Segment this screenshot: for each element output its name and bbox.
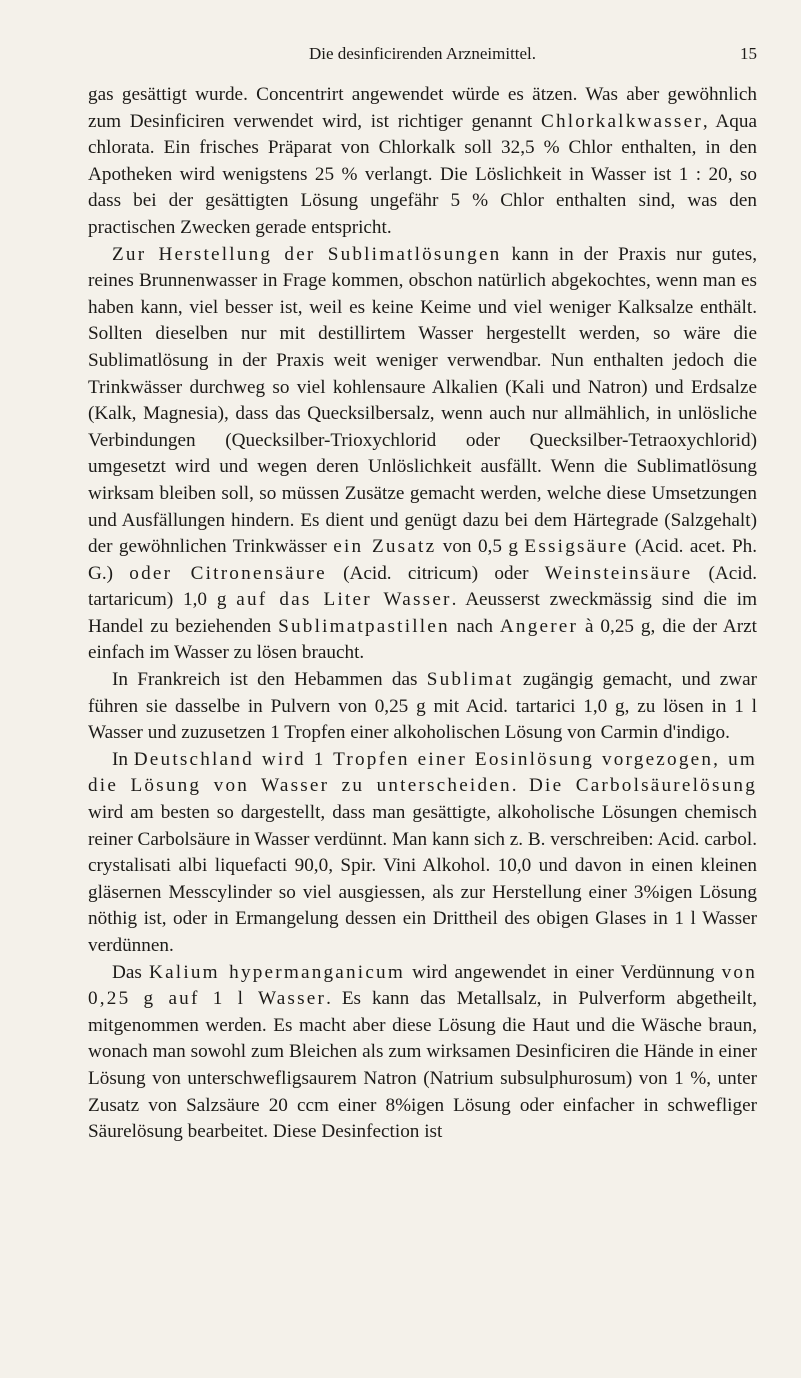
text-run: à 0,25 g, die der Arzt einfach im Wasser zu lösen braucht. <box>88 615 757 664</box>
page-number: 15 <box>740 44 757 63</box>
text-run <box>519 775 529 796</box>
emphasis-term: ein Zusatz <box>333 536 437 558</box>
emphasis-term: oder Citronensäure <box>129 562 327 584</box>
paragraph-2 <box>88 242 757 668</box>
text-run: Das <box>112 961 150 983</box>
emphasis-term: Zur Herstellung der Sublimatlösungen <box>112 243 502 265</box>
paragraph-5 <box>88 960 757 1146</box>
text-run: von 0,5 g <box>436 536 525 558</box>
text-run: (Acid. citricum) oder <box>326 562 545 584</box>
emphasis-term: Essigsäure <box>524 536 629 558</box>
body-text <box>88 82 757 1146</box>
text-run: , Aqua chlorata. Ein frisches Präparat von Chlorkalk soll 32,5 % Chlor enthalten, in den Apotheken wird wenigstens 25 % verlangt. Die Löslichkeit in Wasser ist 1 : 20, so dass bei der gesättigten Lösung ungefähr 5 % Chlor enthalten sind, was den practischen Zwecken gerade entspricht. <box>88 110 757 238</box>
text-run: (Acid. acet. Ph. G.) <box>88 536 757 584</box>
text-run: . Aeusserst zweckmässig sind die im Handel zu beziehenden <box>88 589 758 637</box>
emphasis-term: Sublimatpastillen <box>278 615 450 637</box>
running-title: Die desinficirenden Arzneimittel. <box>308 44 537 63</box>
emphasis-term: von 0,25 g auf 1 l Wasser <box>88 961 757 1010</box>
text-run: nach <box>449 615 500 637</box>
text-run: (Acid. tartaricum) 1,0 g <box>88 562 758 611</box>
text-run: In <box>112 748 134 770</box>
text-run: wird angewendet in einer Verdünnung <box>404 961 722 983</box>
paragraph-3 <box>88 667 757 747</box>
paragraph-4 <box>88 747 757 960</box>
emphasis-term: Sublimat <box>426 669 514 691</box>
running-header <box>88 44 757 70</box>
paragraph-1 <box>88 82 757 242</box>
text-run: gas gesättigt wurde. Concentrirt angewendet würde es ätzen. Was aber gewöhnlich zum Desinficiren verwendet wird, ist richtiger genannt <box>88 84 757 132</box>
emphasis-term: Angerer <box>499 615 579 637</box>
emphasis-term: Kalium hypermanganicum <box>149 961 405 983</box>
text-run: wird am besten so dargestellt, dass man gesättigte, alkoholische Lösungen chemisch reiner Carbolsäure in Wasser verdünnt. Man kann sich z. B. verschreiben: Acid. carbol. crystalisati albi liquefacti 90,0, Spir. Vini Alkohol. 10,0 und davon in einen kleinen gläsernen Messcylinder so viel ausgiessen, als zur Herstellung einer 3%igen Lösung nöthig ist, oder in Ermangelung dessen ein Drittheil des obigen Glases in 1 l Wasser verdünnen. <box>88 802 757 956</box>
emphasis-term: Deutschland wird 1 Tropfen einer Eosinlösung vorgezogen, um die Lösung von Wasser zu unterscheiden. <box>88 748 757 797</box>
text-run: . Es kann das Metallsalz, in Pulverform abgetheilt, mitgenommen werden. Es macht aber diese Lösung die Haut und die Wäsche braun, wonach man sowohl zum Bleichen als zum wirksamen Desinficiren die Hände in einer Lösung von unterschwefligsaurem Natron (Natrium subsulphurosum) von 1 %, unter Zusatz von Salzsäure 20 ccm einer 8%igen Lösung oder einfacher in schwefliger Säurelösung bearbeitet. Diese Desinfection ist <box>88 988 757 1143</box>
emphasis-term: Weinsteinsäure <box>544 562 693 584</box>
text-run: zugängig gemacht, und zwar führen sie dasselbe in Pulvern von 0,25 g mit Acid. tartarici 1,0 g, zu lösen in 1 l Wasser und zuzusetzen 1 Tropfen einer alkoholischen Lösung von Carmin d'indigo. <box>88 669 757 744</box>
emphasis-term: Die Carbolsäurelösung <box>528 775 757 797</box>
emphasis-term: auf das Liter Wasser <box>236 589 452 611</box>
emphasis-term: Chlorkalkwasser <box>540 110 703 132</box>
text-run: kann in der Praxis nur gutes, reines Brunnenwasser in Frage kommen, obschon natürlich abgekochtes, wenn man es haben kann, viel besser ist, weil es keine Keime und viel weniger Kalksalze enthält. Sollten dieselben nur mit destillirtem Wasser hergestellt werden, so wäre die Sublimatlösung in der Praxis weit weniger verwendbar. Nun enthalten jedoch die Trinkwässer durchweg so viel kohlensaure Alkalien (Kali und Natron) und Erdsalze (Kalk, Magnesia), dass das Quecksilbersalz, wenn auch nur allmählich, in unlösliche Verbindungen (Quecksilber-Trioxychlorid oder Quecksilber-Tetraoxychlorid) umgesetzt wird und wegen deren Unlöslichkeit ausfällt. Wenn die Sublimatlösung wirksam bleiben soll, so müssen Zusätze gemacht werden, welche diese Umsetzungen und Ausfällungen hindern. Es dient und genügt dazu bei dem Härtegrade (Salzgehalt) der gewöhnlichen Trinkwässer <box>88 243 757 558</box>
text-run: In Frankreich ist den Hebammen das <box>112 669 427 691</box>
